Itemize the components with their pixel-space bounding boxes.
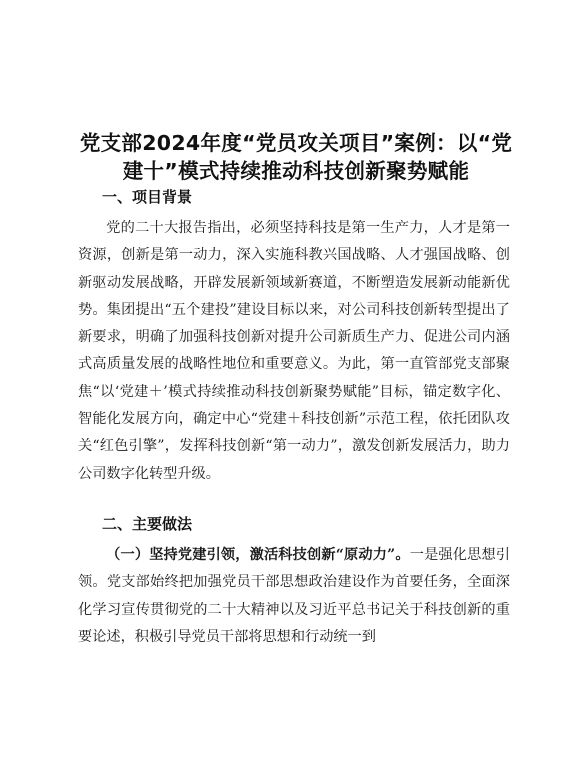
section-heading-background: 一、项目背景 bbox=[102, 188, 193, 206]
section-heading-practices: 二、主要做法 bbox=[102, 515, 193, 533]
section-paragraph-background bbox=[78, 215, 510, 488]
document-title: 党支部2024年度“党员攻关项目”案例：以“党建十”模式持续推动科技创新聚势赋能 bbox=[79, 131, 513, 183]
section-paragraph-practices bbox=[78, 542, 510, 651]
paragraph-text: 一是强化思想引领。党支部始终把加强党员干部思想政治建设作为首要任务，全面深化学习宣传贯彻党的二十大精神以及习近平总书记关于科技创新的重要论述，积极引导党员干部将思想和行动统一到 bbox=[78, 547, 510, 645]
paragraph-text: 党的二十大报告指出，必须坚持科技是第一生产力，人才是第一资源，创新是第一动力，深入实施科教兴国战略、人才强国战略、创新驱动发展战略，开辟发展新领域新赛道，不断塑造发展新动能新优势。集团提出“五个建投”建设目标以来，对公司科技创新转型提出了新要求，明确了加强科技创新对提升公司新质生产力、促进公司内涵式高质量发展的战略性地位和重要意义。为此，第一直管部党支部聚焦“以‘党建＋’模式持续推动科技创新聚势赋能”目标，锚定数字化、智能化发展方向，确定中心“党建＋科技创新”示范工程，依托团队攻关“红色引擎”，发挥科技创新“第一动力”，激发创新发展活力，助力公司数字化转型升级。 bbox=[78, 220, 510, 482]
subsection-lead: （一）坚持党建引领，激活科技创新“原动力”。 bbox=[106, 547, 410, 563]
